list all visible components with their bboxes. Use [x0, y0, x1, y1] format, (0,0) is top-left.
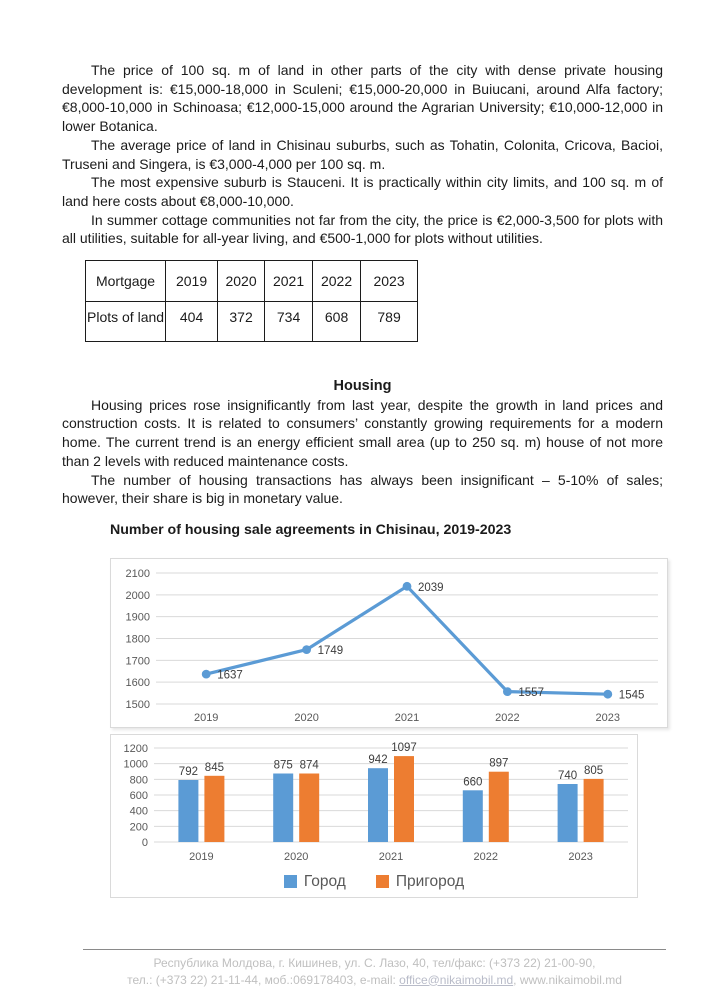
table-cell: 789 — [361, 302, 418, 342]
svg-text:2020: 2020 — [294, 711, 319, 724]
svg-text:2023: 2023 — [568, 850, 593, 863]
svg-text:1700: 1700 — [125, 654, 150, 667]
page-footer — [83, 949, 666, 988]
svg-text:0: 0 — [141, 836, 148, 849]
chart-title: Number of housing sale agreements in Chisinau, 2019-2023 — [110, 521, 512, 538]
body-paragraph: Housing prices rose insignificantly from last year, despite the growth in land prices and construction costs. It is related to consumers’ constantly growing requirements for a modern home. The current trend is an energy efficient small area (up to 250 sq. m) house of not more than 2 levels with reduced maintenance costs. — [62, 396, 663, 469]
body-paragraph: The average price of land in Chisinau suburbs, such as Tohatin, Colonita, Cricova, Bacioi, Truseni and Singera, is €3,000-4,000 per 100 sq. m. — [62, 136, 663, 172]
svg-text:800: 800 — [129, 773, 148, 786]
svg-text:2022: 2022 — [495, 711, 520, 724]
table-header-cell: 2020 — [218, 261, 265, 302]
table-header-cell: 2019 — [166, 261, 218, 302]
body-paragraph: The number of housing transactions has always been insignificant – 5-10% of sales; however, their share is big in monetary value. — [62, 471, 663, 507]
svg-text:1097: 1097 — [391, 741, 417, 754]
svg-text:600: 600 — [129, 789, 148, 802]
svg-text:1637: 1637 — [217, 669, 243, 682]
table-row — [86, 302, 418, 342]
svg-text:400: 400 — [129, 805, 148, 818]
line-chart — [110, 558, 668, 728]
svg-text:740: 740 — [558, 769, 578, 782]
mortgage-table — [85, 260, 418, 342]
table-cell: 608 — [313, 302, 361, 342]
svg-text:875: 875 — [273, 759, 293, 772]
legend-item-prigorod — [376, 873, 464, 891]
svg-text:200: 200 — [129, 820, 148, 833]
email-link[interactable]: office@nikaimobil.md — [399, 972, 514, 987]
svg-text:897: 897 — [489, 757, 509, 770]
section-heading-housing: Housing — [333, 378, 392, 395]
body-paragraph: The most expensive suburb is Stauceni. It is practically within city limits, and 100 sq. m of land here costs about €8,000-10,000. — [62, 174, 663, 209]
table-header-cell: 2022 — [313, 261, 361, 302]
svg-text:2039: 2039 — [418, 581, 444, 594]
svg-text:1600: 1600 — [125, 676, 150, 689]
legend-item-gorod — [284, 873, 346, 891]
svg-text:1749: 1749 — [317, 644, 344, 657]
svg-text:1545: 1545 — [618, 689, 645, 702]
svg-text:2021: 2021 — [378, 850, 404, 863]
bar-chart — [110, 734, 638, 898]
legend-swatch-blue-icon — [284, 875, 297, 888]
svg-text:2019: 2019 — [193, 711, 219, 724]
svg-text:2022: 2022 — [473, 850, 499, 863]
footer-website-text: , www.nikaimobil.md — [513, 972, 622, 987]
svg-text:805: 805 — [584, 764, 604, 777]
body-paragraph: In summer cottage communities not far from the city, the price is €2,000-3,500 for plots with all utilities, suitable for all-year living, and €500-1,000 for plots without utilities. — [62, 211, 663, 247]
svg-text:660: 660 — [463, 775, 483, 788]
body-paragraph: The price of 100 sq. m of land in other parts of the city with dense private housing development is: €15,000-18,000 in Sculeni; €15,000-20,000 in Buiucani, around Alfa factory; €8,000-10,000 in Schinoasa; €12,000-15,000 around the Agrarian University; €10,000-12,000 in lower Botanica. — [62, 62, 663, 135]
footer-contact-line — [83, 972, 666, 989]
svg-text:792: 792 — [178, 765, 198, 778]
document-content — [62, 61, 663, 898]
chart-legend — [111, 869, 637, 895]
table-header-cell: 2023 — [361, 261, 418, 302]
svg-text:2100: 2100 — [125, 567, 150, 580]
legend-swatch-orange-icon — [376, 875, 389, 888]
svg-text:2021: 2021 — [394, 711, 420, 724]
svg-text:2019: 2019 — [189, 850, 214, 863]
svg-text:845: 845 — [204, 761, 224, 774]
svg-text:1000: 1000 — [123, 758, 148, 771]
svg-text:2020: 2020 — [283, 850, 309, 863]
bar-chart-canvas — [116, 736, 636, 866]
table-header-row — [86, 261, 418, 302]
svg-text:1500: 1500 — [125, 698, 150, 711]
line-chart-canvas — [116, 560, 666, 727]
table-header-cell: Mortgage — [86, 261, 166, 302]
svg-text:1557: 1557 — [518, 686, 544, 699]
svg-text:1800: 1800 — [125, 633, 150, 646]
svg-text:1200: 1200 — [123, 742, 148, 755]
legend-label: Город — [303, 872, 346, 890]
svg-text:874: 874 — [299, 759, 319, 772]
svg-text:942: 942 — [368, 753, 388, 766]
table-cell: 734 — [265, 302, 313, 342]
table-cell: 404 — [166, 302, 218, 342]
table-header-cell: 2021 — [265, 261, 313, 302]
legend-label: Пригород — [395, 872, 465, 890]
table-cell: 372 — [218, 302, 265, 342]
footer-phone-text: тел.: (+373 22) 21-11-44, моб.:069178403, e-mail: — [127, 972, 400, 987]
svg-text:2023: 2023 — [595, 711, 621, 724]
footer-address-line: Республика Молдова, г. Кишинев, ул. С. Лазо, 40, тел/факс: (+373 22) 21-00-90, — [153, 956, 596, 970]
svg-text:1900: 1900 — [125, 611, 150, 624]
svg-text:2000: 2000 — [125, 589, 150, 602]
table-cell: Plots of land — [86, 302, 166, 342]
